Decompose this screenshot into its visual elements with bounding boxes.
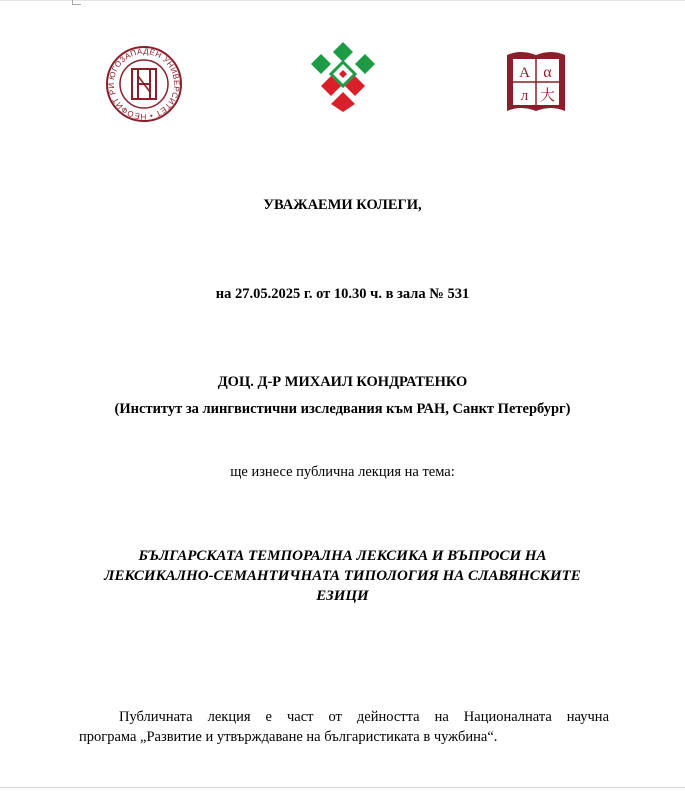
ornament-icon [307, 40, 379, 112]
lecture-title-line-2: ЛЕКСИКАЛНО-СЕМАНТИЧНАТА ТИПОЛОГИЯ НА СЛАВЯНСКИТЕ [104, 568, 581, 584]
lecture-title-line-3: ЕЗИЦИ [316, 588, 369, 604]
svg-text:α: α [543, 64, 552, 81]
svg-text:л: л [520, 88, 529, 104]
bulgarian-ornament-logo [307, 40, 379, 112]
greeting-heading: УВАЖАЕМИ КОЛЕГИ, [263, 197, 422, 213]
closing-paragraph [79, 707, 609, 747]
svg-text:ЮГОЗАПАДЕН УНИВЕРСИТЕТ • НЕОФИ: ЮГОЗАПАДЕН УНИВЕРСИТЕТ • НЕОФИТ РИ [106, 46, 182, 122]
svg-text:А: А [519, 65, 530, 81]
page-corner-mark [72, 0, 81, 5]
page-bottom-edge [0, 787, 685, 788]
university-seal-logo [105, 45, 183, 123]
svg-text:大: 大 [539, 86, 556, 104]
date-venue-line: на 27.05.2025 г. от 10.30 ч. в зала № 531 [215, 286, 470, 302]
book-emblem-logo [503, 47, 569, 117]
closing-line-2: програма „Развитие и утвърждаване на българистиката в чужбина“. [79, 729, 498, 745]
book-emblem-icon [503, 47, 569, 117]
page-top-edge [0, 0, 685, 4]
closing-line-1: Публичната лекция е част от дейността на Националната научна [119, 709, 609, 725]
lecture-title-line-1: БЪЛГАРСКАТА ТЕМПОРАЛНА ЛЕКСИКА И ВЪПРОСИ НА [138, 548, 547, 564]
speaker-name: ДОЦ. Д-Р МИХАИЛ КОНДРАТЕНКО [217, 374, 468, 390]
lecture-intro: ще изнесе публична лекция на тема: [230, 464, 455, 480]
university-seal-icon [105, 45, 183, 123]
speaker-affiliation: (Институт за лингвистични изследвания към РАН, Санкт Петербург) [114, 401, 571, 417]
